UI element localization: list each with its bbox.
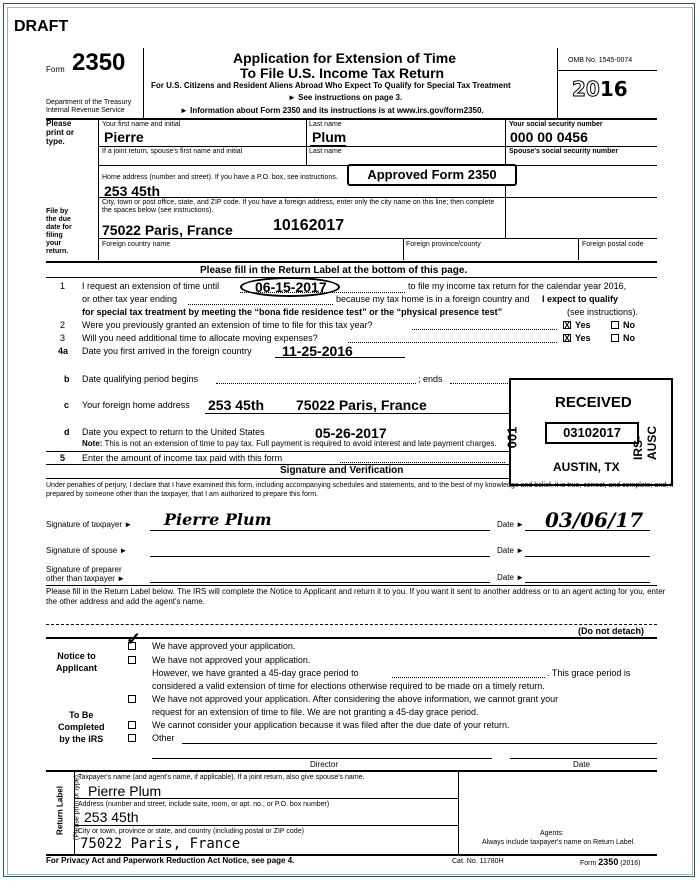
foreign-country-label: Foreign country name — [102, 241, 171, 248]
handwritten-date: 10162017 — [273, 217, 345, 234]
foreign-address-street[interactable]: 253 45th — [208, 397, 265, 413]
subtitle: For U.S. Citizens and Resident Aliens Abroad Who Expect To Qualify for Special Tax Treatment — [151, 81, 511, 90]
tax-year: 2016 — [572, 77, 628, 101]
footer-form: Form 2350 (2016) — [580, 857, 641, 867]
line2-no-checkbox[interactable] — [611, 321, 619, 329]
please-fill-label: Please fill in the Return Label at the bottom of this page. — [200, 265, 468, 276]
spouse-ssn-label: Spouse's social security number — [509, 148, 619, 155]
rl-name-label: Taxpayer's name (and agent's name, if applicable). If a joint return, also give spouse's name. — [78, 774, 365, 781]
signature-heading: Signature and Verification — [280, 465, 404, 476]
rl-address-label: Address (number and street, include suite, room, or apt. no., or P.O. box number) — [78, 801, 330, 808]
return-date[interactable]: 05-26-2017 — [315, 425, 387, 441]
checkmark-icon: ✓ — [126, 629, 142, 649]
address-label: Home address (number and street). If you have a P.O. box, see instructions. — [102, 174, 338, 181]
line3-yes-checkbox[interactable]: X — [564, 334, 570, 343]
info-line: ► Information about Form 2350 and its instructions is at www.irs.gov/form2350. — [180, 106, 484, 115]
rl-name[interactable]: Pierre Plum — [88, 783, 162, 799]
agents-note: Always include taxpayer's name on Return Label. — [482, 839, 636, 846]
form-number: 2350 — [72, 49, 126, 76]
dept-line1: Department of the Treasury — [46, 99, 132, 106]
not-approved-checkbox[interactable] — [128, 656, 136, 664]
rl-address[interactable]: 253 45th — [84, 809, 139, 825]
privacy-notice: For Privacy Act and Paperwork Reduction Act Notice, see page 4. — [46, 856, 295, 865]
return-label-side: Return Label (Please print or type) — [55, 775, 81, 840]
see-instructions: ► See instructions on page 3. — [288, 93, 403, 102]
notice-opt1: We have approved your application. — [152, 641, 296, 651]
other-checkbox[interactable] — [128, 734, 136, 742]
approved-stamp: Approved Form 2350 — [347, 164, 517, 186]
extension-date[interactable]: 06-15-2017 — [255, 279, 327, 295]
foreign-address-city[interactable]: 75022 Paris, France — [296, 397, 427, 413]
arrival-date[interactable]: 11-25-2016 — [282, 343, 353, 359]
last-name-label: Last name — [309, 121, 342, 128]
note-line: Note: This is not an extension of time to pay tax. Full payment is required to avoid interest and late payment charges. — [82, 439, 497, 448]
line3-no-checkbox[interactable] — [611, 334, 619, 342]
spouse-last-label: Last name — [309, 148, 342, 155]
spouse-first-label: If a joint return, spouse's first name and initial — [102, 148, 243, 155]
ssn-label: Your social security number — [509, 121, 603, 128]
rl-city-label: City or town, province or state, and country (including postal or ZIP code) — [78, 828, 304, 835]
do-not-detach: (Do not detach) — [578, 626, 644, 636]
last-name-value[interactable]: Plum — [312, 129, 347, 145]
cut-line — [46, 624, 657, 625]
dept-line2: Internal Revenue Service — [46, 107, 125, 114]
line2-yes-checkbox[interactable]: X — [564, 321, 570, 330]
line3-text: Will you need additional time to allocate moving expenses? — [82, 333, 318, 343]
taxpayer-sign-date[interactable]: 03/06/17 — [545, 508, 644, 532]
notice-label: Notice to Applicant — [56, 651, 98, 673]
rl-city[interactable]: 75022 Paris, France — [80, 836, 241, 852]
first-name-label: Your first name and initial — [102, 121, 181, 128]
perjury-statement: Under penalties of perjury, I declare that I have examined this form, including accompanying schedules and statements, and to the best of my knowledge and belief, it is true, correct, and complete; and, if prepared by someone other than the taxpayer, that I am authorized to prepare this form. — [46, 482, 674, 498]
line2-text: Were you previously granted an extension of time to file for this tax year? — [82, 320, 373, 330]
irs-label: To Be Completed by the IRS — [58, 710, 105, 744]
late-checkbox[interactable] — [128, 721, 136, 729]
draft-label: DRAFT — [14, 18, 69, 35]
taxpayer-signature[interactable]: Pierre Plum — [164, 510, 272, 529]
foreign-province-label: Foreign province/county — [406, 241, 481, 248]
cat-number: Cat. No. 11780H — [452, 858, 504, 865]
please-print-label: Please print or type. — [46, 119, 74, 146]
received-stamp: RECEIVED 03102017 AUSTIN, TX 001 IRS-AUSC — [509, 378, 673, 486]
form-word: Form — [46, 65, 65, 74]
city-label: City, town or post office, state, and ZIP code. If you have a foreign address, enter only the city name on this line; then complete the spaces below (see instructions). — [102, 199, 495, 214]
ssn-value[interactable]: 000 00 0456 — [510, 129, 588, 145]
title-line2: To File U.S. Income Tax Return — [240, 65, 445, 81]
address-value[interactable]: 253 45th — [104, 183, 161, 199]
foreign-postal-label: Foreign postal code — [582, 241, 644, 248]
city-value[interactable]: 75022 Paris, France — [102, 222, 233, 238]
file-by-label: File by the due date for filing your return. — [46, 208, 72, 255]
denied-checkbox[interactable] — [128, 695, 136, 703]
first-name-value[interactable]: Pierre — [104, 129, 144, 145]
line1-text: I request an extension of time until — [82, 281, 220, 291]
return-label-note: Please fill in the Return Label below. The IRS will complete the Notice to Applicant and return it to you. If you want it sent to another address or to an agent acting for you, enter the other address and add the agent's name. — [46, 587, 666, 606]
omb-number: OMB No. 1545-0074 — [568, 57, 633, 64]
title-line1: Application for Extension of Time — [233, 50, 456, 66]
